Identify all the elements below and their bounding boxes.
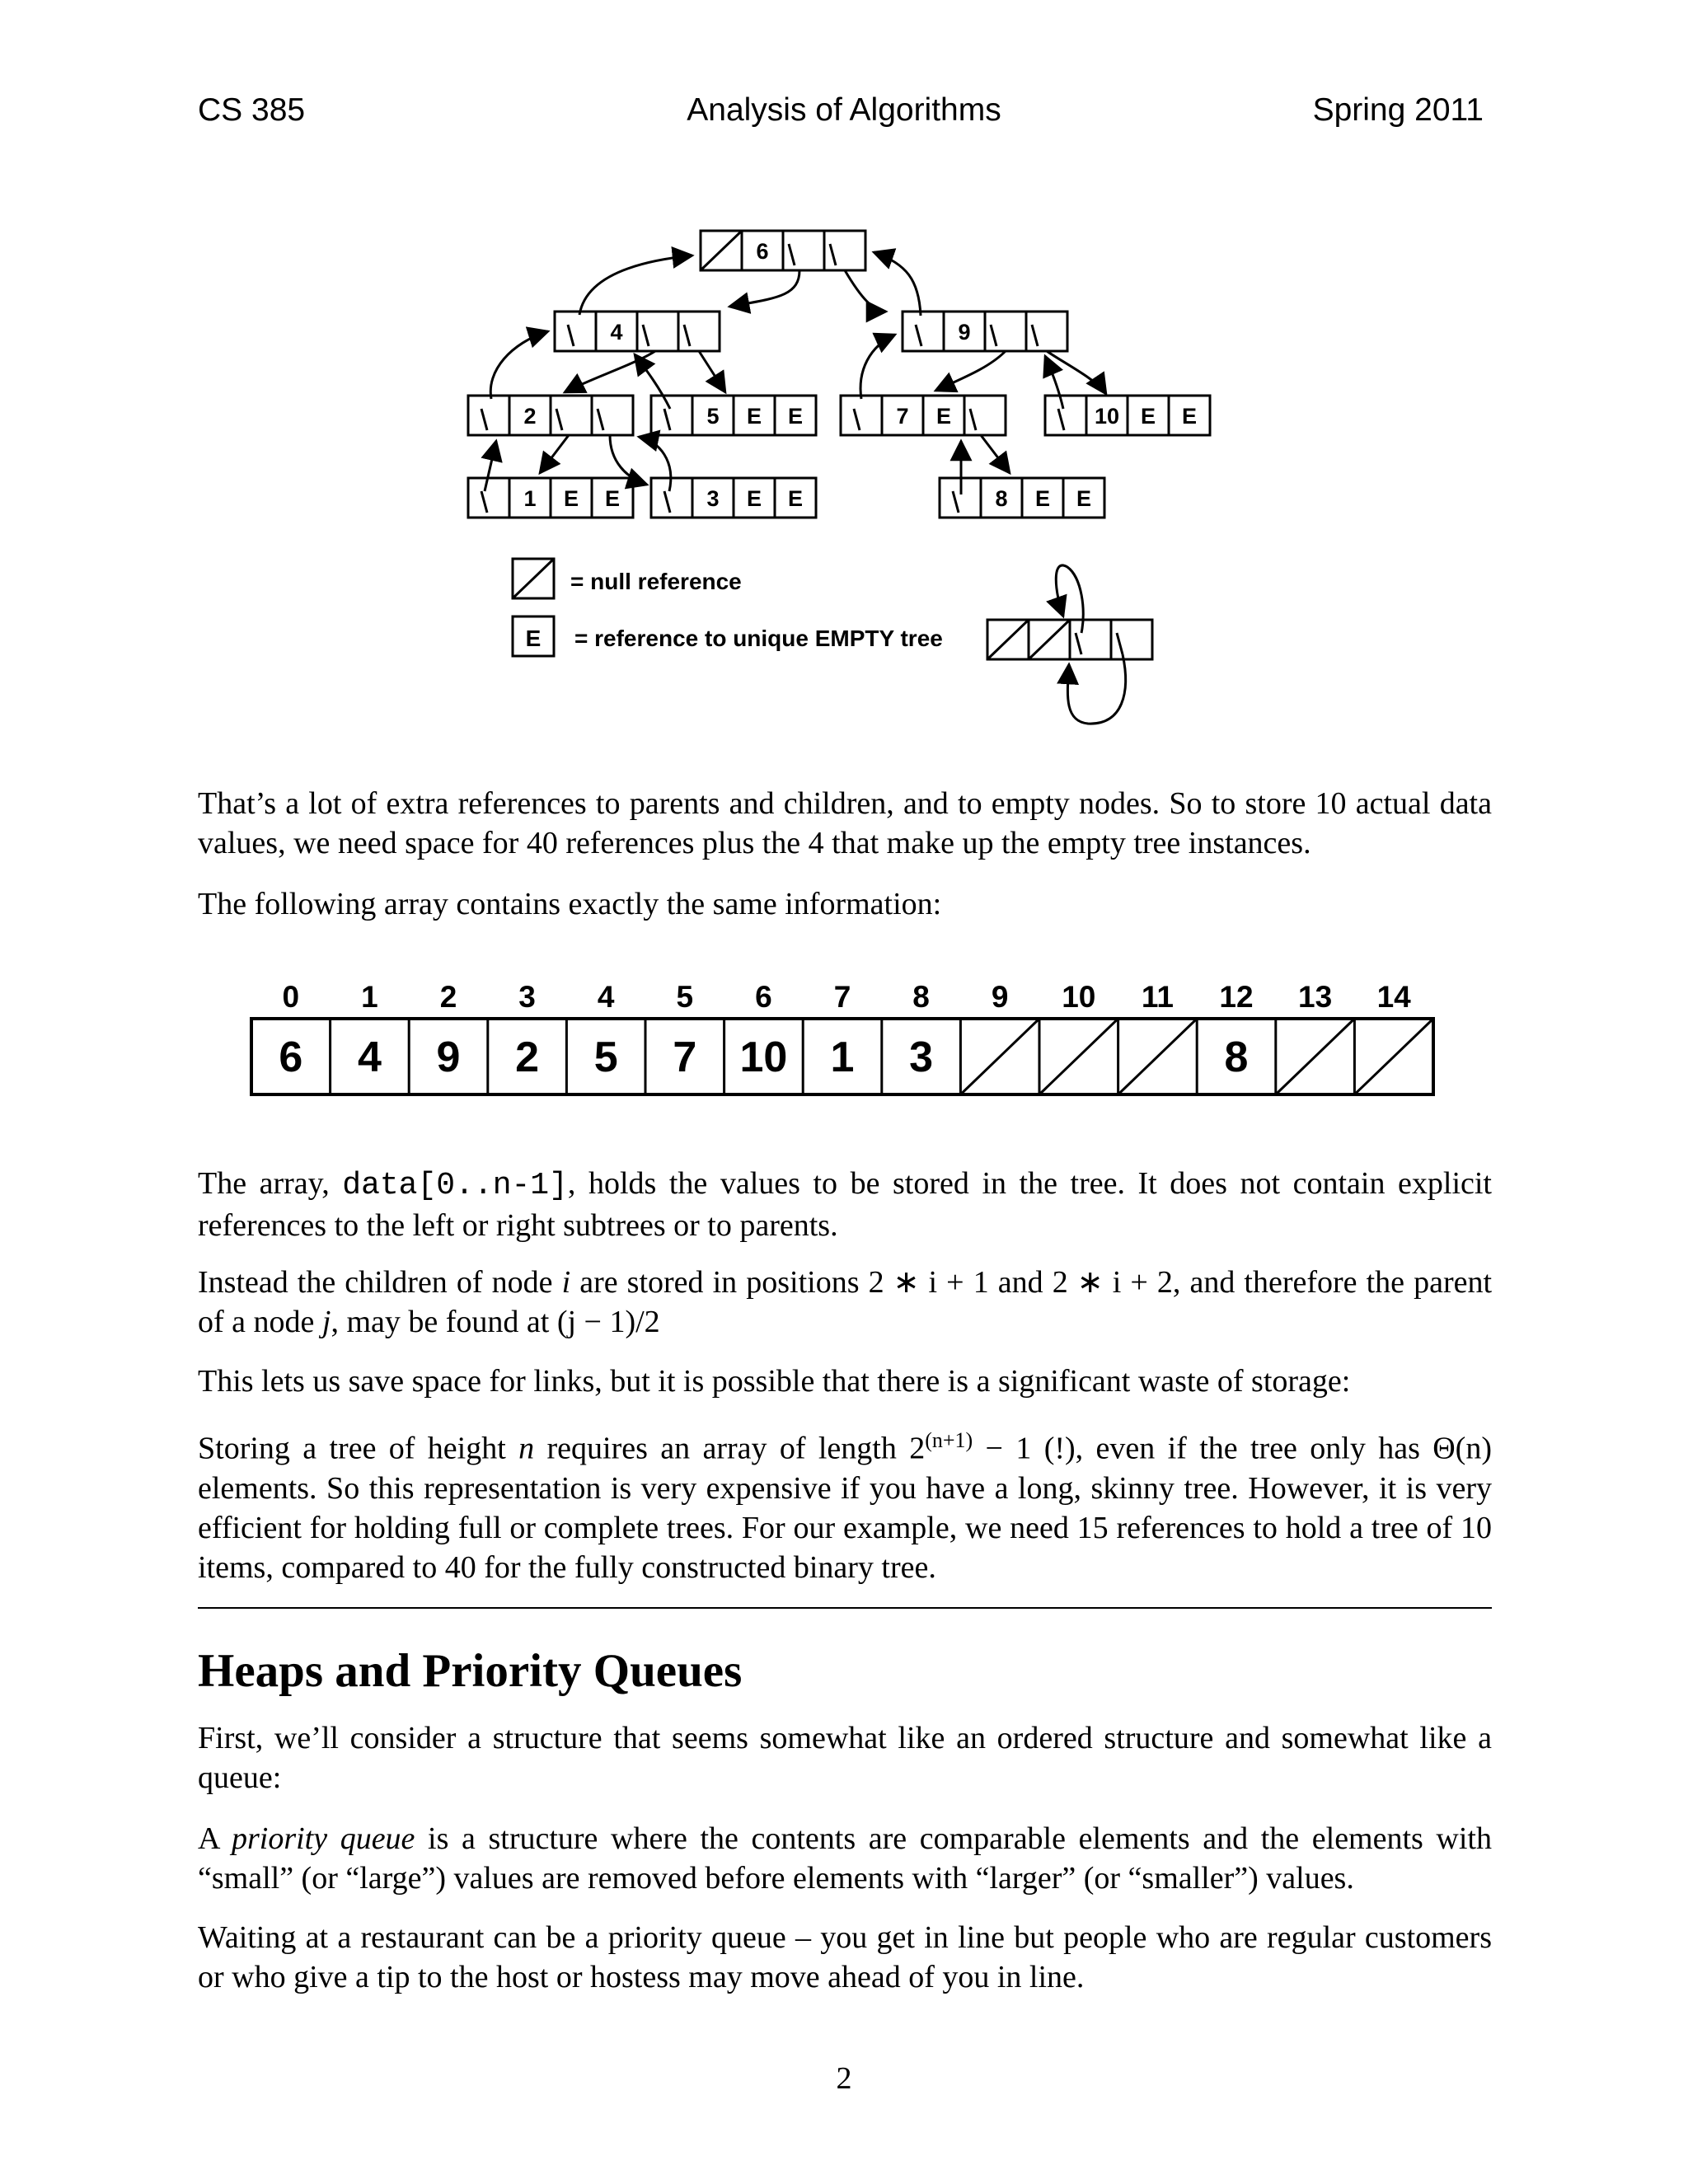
- array-index-14: 14: [1376, 980, 1411, 1014]
- array-value-5: 7: [673, 1033, 697, 1081]
- node-value-6: 6: [756, 239, 769, 264]
- tree-arrows: [485, 252, 1106, 494]
- tree-node-9: [903, 312, 1067, 351]
- page-number: 2: [836, 2061, 852, 2096]
- array-value-1: 4: [357, 1033, 382, 1081]
- text-segment: elements. So this representation is very expensive if you have a long, skinny tree. However, it is very efficient for holding full or complete trees. For our example, we need 15 references to hold a tree of 10 items, compared to 40 for the fully constructed binary tree.: [198, 1470, 1492, 1585]
- math-exponent: (n+1): [925, 1428, 973, 1452]
- node-3-empty-left: E: [746, 486, 762, 511]
- array-value-2: 9: [436, 1033, 461, 1081]
- text-segment: is a structure where the contents are comparable elements and the elements with “small” (or “large”) values are removed before elements with “larger” (or “smaller”) values.: [198, 1821, 1492, 1896]
- header-title: Analysis of Algorithms: [687, 92, 1001, 128]
- paragraph-structure-intro: First, we’ll consider a structure that seems somewhat like an ordered structure and somewhat like a queue:: [198, 1721, 1492, 1795]
- paragraph-children-positions: [198, 1263, 1492, 1342]
- node-5-empty-right: E: [787, 404, 804, 429]
- paragraph-height: [198, 1421, 1492, 1587]
- tree-node-6: [701, 231, 865, 270]
- tree-node-7: [841, 396, 1006, 435]
- array-index-13: 13: [1298, 980, 1333, 1014]
- node-value-2: 2: [523, 404, 537, 429]
- array-index-1: 1: [361, 980, 378, 1014]
- legend-empty-symbol: E: [525, 626, 542, 651]
- math-n: n: [518, 1431, 535, 1466]
- section-heading: Heaps and Priority Queues: [198, 1645, 743, 1697]
- text-segment: Instead the children of node: [198, 1265, 562, 1300]
- array-index-2: 2: [439, 980, 457, 1014]
- text-segment: , holds the values to be stored in the tree. It does not contain explicit references to the left or right subtrees or to parents.: [198, 1166, 1492, 1243]
- paragraph-array-description: [198, 1164, 1492, 1245]
- text-segment: and: [988, 1265, 1053, 1300]
- node-value-10: 10: [1094, 404, 1120, 429]
- array-index-8: 8: [912, 980, 930, 1014]
- array-index-10: 10: [1062, 980, 1096, 1014]
- section-divider: [198, 1607, 1492, 1609]
- paragraph-array-intro: The following array contains exactly the same information:: [198, 887, 942, 921]
- node-10-empty-right: E: [1181, 404, 1198, 429]
- math-minus-one: − 1: [973, 1431, 1032, 1466]
- array-value-8: 3: [909, 1033, 934, 1081]
- math-two: 2: [909, 1431, 926, 1466]
- node-8-empty-left: E: [1034, 486, 1051, 511]
- math-theta-n: Θ(n): [1432, 1431, 1492, 1466]
- math-parent-formula: (j − 1)/2: [556, 1305, 660, 1339]
- node-1-empty-right: E: [604, 486, 621, 511]
- node-10-empty-left: E: [1140, 404, 1156, 429]
- node-8-empty-right: E: [1076, 486, 1092, 511]
- text-segment: , and therefore the parent of a node: [198, 1265, 1493, 1339]
- node-7-empty-left: E: [935, 404, 952, 429]
- text-segment: , may be found at: [331, 1305, 557, 1339]
- code-data-array: data[0..n-1]: [342, 1168, 568, 1203]
- empty-tree-instance: [987, 565, 1152, 724]
- text-segment: A: [198, 1821, 232, 1856]
- node-value-5: 5: [706, 404, 720, 429]
- node-value-1: 1: [523, 486, 537, 511]
- legend-null-reference-symbol: [513, 559, 554, 598]
- math-i: i: [561, 1265, 571, 1300]
- array-index-3: 3: [518, 980, 536, 1014]
- math-right-child: 2 ∗ i + 2: [1052, 1265, 1173, 1300]
- node-1-empty-left: E: [563, 486, 579, 511]
- array-index-6: 6: [755, 980, 772, 1014]
- tree-node-4: [555, 312, 720, 351]
- array-value-4: 5: [593, 1033, 618, 1081]
- array-value-3: 2: [515, 1033, 540, 1081]
- text-segment: are stored in positions: [570, 1265, 869, 1300]
- array-index-12: 12: [1219, 980, 1254, 1014]
- array-index-5: 5: [676, 980, 694, 1014]
- node-value-4: 4: [610, 320, 623, 344]
- node-5-empty-left: E: [746, 404, 762, 429]
- legend-empty-reference-text: = reference to unique EMPTY tree: [574, 626, 943, 651]
- text-segment: The array,: [198, 1166, 343, 1201]
- array-index-7: 7: [833, 980, 851, 1014]
- math-left-child: 2 ∗ i + 1: [868, 1265, 989, 1300]
- text-segment: (!), even if the tree only has: [1031, 1431, 1433, 1466]
- array-index-0: 0: [282, 980, 300, 1014]
- array-value-0: 6: [279, 1033, 303, 1081]
- node-3-empty-right: E: [787, 486, 804, 511]
- paragraph-restaurant-example: Waiting at a restaurant can be a priority queue – you get in line but people who are regular customers or who give a tip to the host or hostess may move ahead of you in line.: [198, 1920, 1492, 1994]
- text-segment: requires an array of length: [534, 1431, 910, 1466]
- array-value-6: 10: [739, 1033, 788, 1081]
- math-j: j: [321, 1305, 331, 1339]
- array-index-4: 4: [597, 980, 615, 1014]
- node-value-3: 3: [706, 486, 720, 511]
- array-diagram: [251, 980, 1433, 1094]
- paragraph-priority-queue-definition: [198, 1819, 1492, 1898]
- text-segment: Storing a tree of height: [198, 1431, 519, 1466]
- header-term: Spring 2011: [1312, 92, 1484, 128]
- node-value-9: 9: [958, 320, 971, 344]
- array-value-7: 1: [830, 1033, 855, 1081]
- paragraph-waste: This lets us save space for links, but it is possible that there is a significant waste of storage:: [198, 1364, 1351, 1399]
- legend-null-reference-text: = null reference: [570, 569, 742, 594]
- array-index-9: 9: [991, 980, 1009, 1014]
- node-value-8: 8: [995, 486, 1008, 511]
- tree-node-2: [468, 396, 633, 435]
- term-priority-queue: priority queue: [231, 1821, 415, 1856]
- header-course: CS 385: [198, 92, 306, 128]
- array-index-11: 11: [1141, 980, 1174, 1014]
- array-value-12: 8: [1224, 1033, 1249, 1081]
- paragraph-references: That’s a lot of extra references to parents and children, and to empty nodes. So to store 10 actual data values, we need space for 40 references plus the 4 that make up the empty tree instances.: [198, 786, 1492, 860]
- node-value-7: 7: [896, 404, 909, 429]
